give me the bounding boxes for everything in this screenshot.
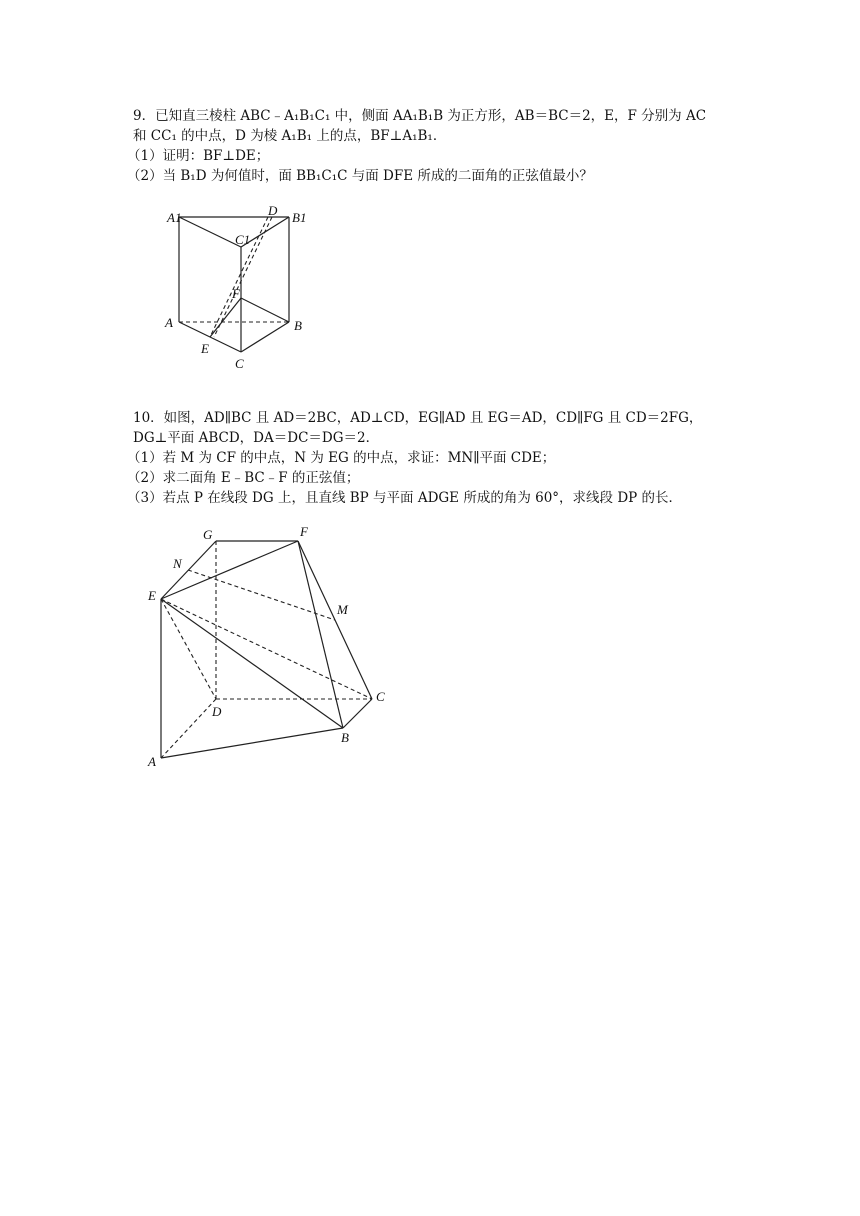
label-E: E [201,341,209,356]
problem-10-part-3: （3）若点 P 在线段 DG 上，且直线 BP 与平面 ADGE 所成的角为 60°，求线段 DP 的长． [127,490,683,506]
label-A: A [165,315,173,330]
edge-EF [210,298,241,337]
label-F: F [300,524,308,539]
label-B: B [341,730,349,745]
edge-EB [161,599,343,728]
label-E: E [148,588,156,603]
problem-9-line-1: 9．已知直三棱柱 ABC﹣A₁B₁C₁ 中，侧面 AA₁B₁B 为正方形，AB＝BC＝2，E，F 分别为 AC [133,108,707,124]
problem-10-line-2: DG⊥平面 ABCD，DA＝DC＝DG＝2． [133,430,380,446]
label-N: N [173,556,182,571]
problem-10-part-2: （2）求二面角 E﹣BC﹣F 的正弦值； [127,470,360,486]
edge-CB [241,322,289,352]
problem-10-part-1: （1）若 M 为 CF 的中点，N 为 EG 的中点，求证：MN∥平面 CDE； [127,450,556,466]
label-B1: B1 [292,210,307,225]
label-G: G [203,527,213,542]
edge-FB [298,541,343,728]
label-A: A [148,754,156,769]
label-D: D [268,203,278,218]
edge-DA-hidden [161,699,216,758]
label-C: C [376,689,385,704]
prism-figure [155,200,320,375]
edge-A1C1 [179,217,241,247]
problem-9-part-2: （2）当 B₁D 为何值时，面 BB₁C₁C 与面 DFE 所成的二面角的正弦值最小？ [127,168,593,184]
problem-9-part-1: （1）证明：BF⊥DE； [127,148,270,164]
edge-FB [241,298,289,322]
label-A1: A1 [167,210,182,225]
edge-ED-hidden [161,599,216,699]
label-F: F [232,286,240,301]
label-B: B [294,318,302,333]
label-C1: C1 [235,232,251,247]
label-M: M [337,602,348,617]
polyhedron-figure [140,520,400,775]
label-C: C [235,356,244,371]
edge-NM-hidden [188,570,335,620]
edge-AB [161,728,343,758]
edge-BC [343,699,372,728]
label-D: D [212,704,222,719]
problem-9-line-2: 和 CC₁ 的中点，D 为棱 A₁B₁ 上的点，BF⊥A₁B₁． [133,128,447,144]
problem-10-line-1: 10．如图，AD∥BC 且 AD＝2BC，AD⊥CD，EG∥AD 且 EG＝AD，CD∥FG 且 CD＝2FG， [133,410,703,426]
